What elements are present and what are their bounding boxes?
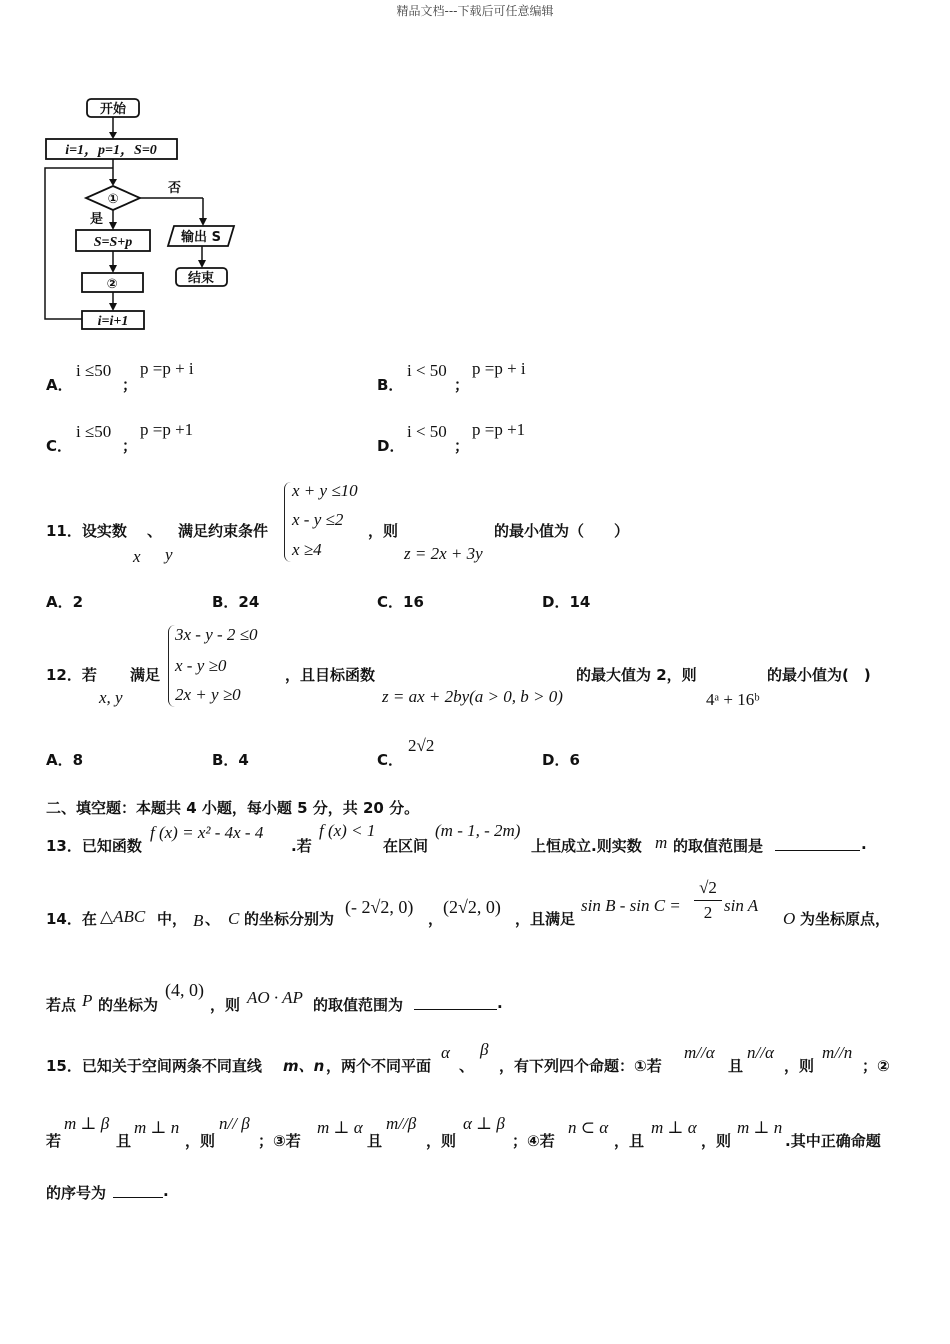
q14-comma: ， (428, 910, 444, 928)
q13-prefix: 13．已知函数 (46, 837, 142, 855)
q11-option-b: B．24 (212, 593, 260, 611)
q15-and2: ，且 (614, 1132, 645, 1150)
q14-answer-blank (414, 1009, 497, 1010)
q15-p2b: m ⊥ n (134, 1118, 180, 1137)
q11-ask: 的最小值为（ ） (494, 522, 630, 540)
flowchart-no: 否 (168, 181, 182, 196)
q11-option-a: A．2 (46, 593, 84, 611)
q11-constraint-3: x ≥4 (292, 540, 322, 559)
q15-p4b: m ⊥ α (651, 1118, 697, 1137)
q12-mid: ，且目标函数 (285, 666, 376, 684)
q11-y: y (165, 545, 173, 564)
q14-origin: 为坐标原点， (800, 910, 891, 928)
q14-coord2: 的坐标为 (98, 996, 159, 1014)
q15-line3: 的序号为 (46, 1184, 107, 1202)
q10-d-cond: i < 50 (407, 422, 447, 441)
q10-d-label: D． (377, 437, 405, 455)
flowchart-start: 开始 (99, 102, 127, 117)
q14-ask: 的取值范围为 (313, 996, 404, 1014)
q11-option-d: D．14 (542, 593, 591, 611)
q10-c-cond: i ≤50 (76, 422, 112, 441)
q15-p3c: α ⊥ β (463, 1114, 505, 1133)
q15-sep3: ；③若 (258, 1132, 301, 1150)
q14-triangle: △ABC (100, 907, 146, 926)
q11-sep: 、 (147, 522, 163, 540)
q12-constraint-1: 3x - y - 2 ≤0 (175, 625, 258, 644)
q14-B: B (193, 911, 204, 930)
q14-P: P (82, 991, 93, 1010)
q14-frac-den: 2 (703, 903, 713, 922)
q11-constraint-1: x + y ≤10 (292, 481, 358, 500)
q12-option-b: B．4 (212, 751, 249, 769)
q10-b-update: p =p + i (472, 359, 526, 378)
q14-then: ，则 (210, 996, 241, 1014)
q10-c-sep: ； (122, 437, 138, 455)
q15-p1a: m//α (684, 1043, 715, 1062)
q14-coord-text: 的坐标分别为 (244, 910, 335, 928)
q12-expr: 4ᵃ + 16ᵇ (706, 690, 760, 709)
q10-a-cond: i ≤50 (76, 361, 112, 380)
q11-objective: z = 2x + 3y (404, 544, 483, 563)
q14-point-1: (- 2√2, 0) (345, 897, 414, 917)
flowchart-yes: 是 (90, 212, 104, 227)
q10-d-update: p =p +1 (472, 420, 526, 439)
q15-p3b: m//β (386, 1114, 417, 1133)
q11-prefix: 11．设实数 (46, 522, 127, 540)
q10-b-label: B． (377, 376, 404, 394)
q14-point-3: (4, 0) (165, 980, 204, 1000)
q15-alpha: α (441, 1043, 450, 1062)
q10-b-cond: i < 50 (407, 361, 447, 380)
q15-props: ，有下列四个命题：①若 (499, 1057, 662, 1075)
q15-sep2: ；② (862, 1057, 890, 1075)
q14-dot-product: AO · AP (247, 988, 303, 1007)
q15-prefix: 15．已知关于空间两条不同直线 (46, 1057, 262, 1075)
q14-O: O (783, 909, 796, 928)
q11-cond-text: 满足约束条件 (178, 522, 269, 540)
q15-dun: 、 (459, 1057, 475, 1075)
q15-mn: m、n (283, 1057, 325, 1075)
q15-and-1: 且 (728, 1057, 744, 1075)
q12-ask: 的最小值为( ) (767, 666, 871, 684)
q10-c-update: p =p +1 (140, 420, 194, 439)
q14-satisfy: ，且满足 (515, 910, 576, 928)
q14-fraction (694, 878, 722, 923)
q12-objective: z = ax + 2by(a > 0, b > 0) (382, 687, 563, 706)
q12-option-d: D．6 (542, 751, 580, 769)
q12-prefix: 12．若 (46, 666, 97, 684)
q15-and-3: 且 (367, 1132, 383, 1150)
q14-zhong: 中， (157, 910, 188, 928)
q10-a-label: A． (46, 376, 73, 394)
q14-eq-right: sin A (724, 896, 759, 915)
q14-line2-prefix: 若点 (46, 996, 77, 1014)
q14-frac-num: √2 (699, 878, 717, 897)
section-2-title: 二、填空题：本题共 4 小题，每小题 5 分，共 20 分。 (46, 799, 420, 817)
q10-c-label: C． (46, 437, 73, 455)
q15-p4c: m ⊥ n (737, 1118, 783, 1137)
q10-a-sep: ； (122, 376, 138, 394)
q15-p2a: m ⊥ β (64, 1114, 110, 1133)
q15-and-2: 且 (116, 1132, 132, 1150)
q15-sep4: ；④若 (512, 1132, 555, 1150)
flowchart-end: 结束 (187, 271, 215, 286)
q13-interval-text: 在区间 (383, 837, 429, 855)
q14-dun: 、 (205, 910, 221, 928)
q13-interval: (m - 1, - 2m) (435, 821, 521, 840)
q13-function: f (x) = x² - 4x - 4 (150, 823, 264, 842)
q15-then-4: ，则 (701, 1132, 732, 1150)
q14-eq-left: sin B - sin C = (581, 896, 681, 915)
q13-inequality: f (x) < 1 (319, 821, 376, 840)
q15-p1b: n//α (747, 1043, 774, 1062)
q11-x: x (133, 547, 141, 566)
q15-answer-blank (113, 1197, 163, 1198)
q14-end: . (497, 994, 503, 1012)
q15-beta: β (480, 1040, 489, 1059)
q15-then-3: ，则 (426, 1132, 457, 1150)
flowchart-output: 输出 S (181, 230, 221, 245)
flowchart-sum: S=S+p (93, 235, 133, 250)
q14-frac-bar (694, 900, 722, 901)
q15-mid: ，两个不同平面 (326, 1057, 432, 1075)
q12-option-c-value: 2√2 (408, 736, 435, 755)
q15-then-1: ，则 (784, 1057, 815, 1075)
flowchart-increment: i=i+1 (97, 314, 129, 329)
q15-p4a: n ⊂ α (568, 1118, 609, 1137)
q11-then: ，则 (368, 522, 399, 540)
q10-d-sep: ； (454, 437, 470, 455)
q15-p3a: m ⊥ α (317, 1118, 363, 1137)
q10-b-sep: ； (454, 376, 470, 394)
q12-option-c: C． (377, 751, 404, 769)
q14-point-2: (2√2, 0) (443, 897, 501, 917)
page-header: 精品文档---下载后可任意编辑 (396, 4, 554, 18)
q15-p1c: m//n (822, 1043, 853, 1062)
q12-constraint-3: 2x + y ≥0 (175, 685, 241, 704)
flowchart-step2: ② (106, 277, 118, 292)
q13-rest: 上恒成立.则实数 (531, 837, 642, 855)
q13-end: . (861, 835, 867, 853)
q12-satisfy: 满足 (130, 666, 161, 684)
q13-answer-blank (775, 850, 860, 851)
q15-line2-if: 若 (46, 1132, 62, 1150)
q14-prefix: 14．在 (46, 910, 97, 928)
flowchart (40, 95, 250, 345)
q13-m: m (655, 833, 668, 852)
q12-max: 的最大值为 2，则 (576, 666, 697, 684)
q12-brace (168, 625, 175, 707)
q12-option-a: A．8 (46, 751, 84, 769)
q15-rest: .其中正确命题 (785, 1132, 881, 1150)
q11-option-c: C．16 (377, 593, 424, 611)
q11-brace (284, 482, 291, 562)
q13-if: .若 (291, 837, 312, 855)
flowchart-init: i=1，p=1，S=0 (65, 143, 157, 158)
q15-end: . (163, 1182, 169, 1200)
flowchart-condition: ① (107, 192, 119, 207)
q11-constraint-2: x - y ≤2 (292, 510, 344, 529)
q10-a-update: p =p + i (140, 359, 194, 378)
q15-p2c: n// β (219, 1114, 250, 1133)
q12-xy: x, y (99, 688, 123, 707)
q14-C: C (228, 909, 240, 928)
q13-ask: 的取值范围是 (673, 837, 764, 855)
q12-constraint-2: x - y ≥0 (175, 656, 227, 675)
q15-then-2: ，则 (185, 1132, 216, 1150)
